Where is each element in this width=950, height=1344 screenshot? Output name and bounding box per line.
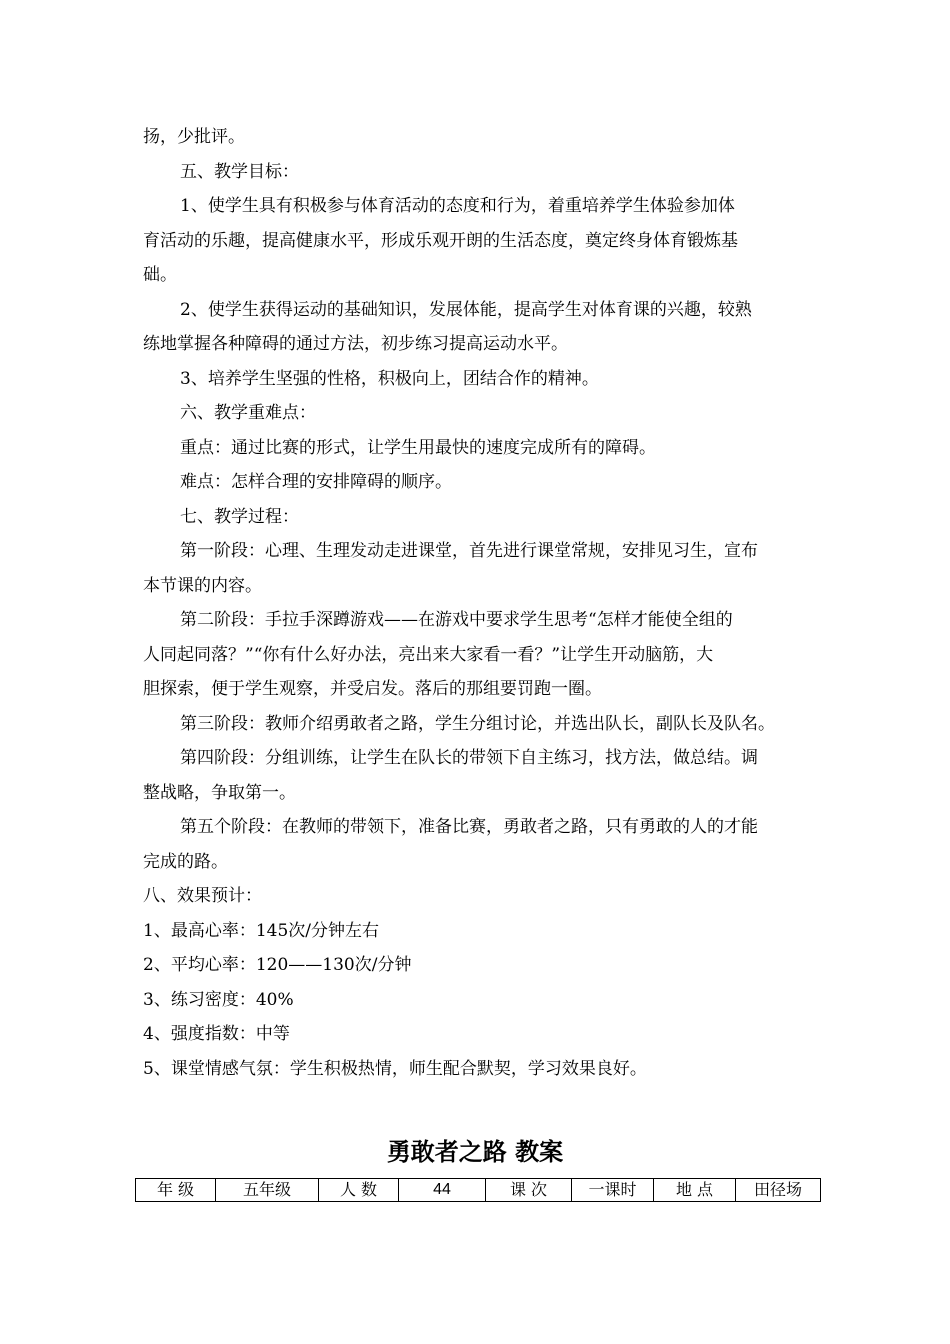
text-line: 第五个阶段：在教师的带领下，准备比赛，勇敢者之路，只有勇敢的人的才能 — [180, 817, 758, 837]
text-line: 重点：通过比赛的形式，让学生用最快的速度完成所有的障碍。 — [180, 437, 656, 458]
text-line: 整战略，争取第一。 — [143, 782, 296, 803]
text-line: 胆探索，便于学生观察，并受启发。落后的那组要罚跑一圈。 — [143, 679, 602, 699]
lesson-plan-body — [143, 120, 815, 1086]
text-line: 第二阶段：手拉手深蹲游戏——在游戏中要求学生思考“怎样才能使全组的 — [180, 610, 733, 630]
location-label-cell: 地 点 — [654, 1179, 736, 1202]
text-line: 练地掌握各种障碍的通过方法，初步练习提高运动水平。 — [143, 334, 568, 354]
table-row — [136, 1179, 821, 1202]
text-line: 4、强度指数：中等 — [143, 1024, 290, 1044]
count-value-cell: 44 — [399, 1179, 486, 1202]
text-line: 本节课的内容。 — [143, 575, 262, 596]
document-title: 勇敢者之路 教案 — [386, 1138, 564, 1166]
text-line: 础。 — [143, 265, 177, 285]
text-line: 第一阶段：心理、生理发动走进课堂，首先进行课堂常规，安排见习生，宣布 — [180, 541, 758, 561]
text-line: 难点：怎样合理的安排障碍的顺序。 — [180, 472, 452, 492]
text-line: 第四阶段：分组训练，让学生在队长的带领下自主练习，找方法，做总结。调 — [180, 748, 758, 768]
text-line: 育活动的乐趣，提高健康水平，形成乐观开朗的生活态度，奠定终身体育锻炼基 — [143, 230, 738, 251]
text-line: 3、培养学生坚强的性格，积极向上，团结合作的精神。 — [180, 368, 599, 389]
location-value-cell: 田径场 — [736, 1179, 821, 1202]
text-line: 1、最高心率：145次/分钟左右 — [143, 920, 379, 941]
text-line: 3、练习密度：40% — [143, 989, 294, 1010]
text-line: 扬，少批评。 — [143, 127, 245, 147]
count-label-cell: 人 数 — [319, 1179, 399, 1202]
session-label-cell: 课 次 — [486, 1179, 572, 1202]
text-line: 5、课堂情感气氛：学生积极热情，师生配合默契，学习效果良好。 — [143, 1058, 647, 1079]
text-line: 六、教学重难点： — [180, 403, 316, 423]
session-value-cell: 一课时 — [572, 1179, 654, 1202]
text-line: 2、使学生获得运动的基础知识，发展体能，提高学生对体育课的兴趣，较熟 — [180, 299, 752, 320]
text-line: 人同起同落？”“你有什么好办法，亮出来大家看一看？”让学生开动脑筋，大 — [143, 644, 714, 665]
text-line: 第三阶段：教师介绍勇敢者之路，学生分组讨论，并选出队长，副队长及队名。 — [180, 713, 775, 734]
text-line: 1、使学生具有积极参与体育活动的态度和行为，着重培养学生体验参加体 — [180, 196, 735, 216]
grade-label-cell: 年 级 — [136, 1179, 216, 1202]
text-line: 五、教学目标： — [180, 161, 299, 182]
grade-value-cell: 五年级 — [216, 1179, 319, 1202]
text-line: 完成的路。 — [143, 851, 228, 872]
text-line: 七、教学过程： — [180, 506, 299, 527]
text-line: 2、平均心率：120——130次/分钟 — [143, 955, 412, 975]
text-line: 八、效果预计： — [143, 886, 262, 906]
lesson-info-table — [135, 1178, 821, 1202]
